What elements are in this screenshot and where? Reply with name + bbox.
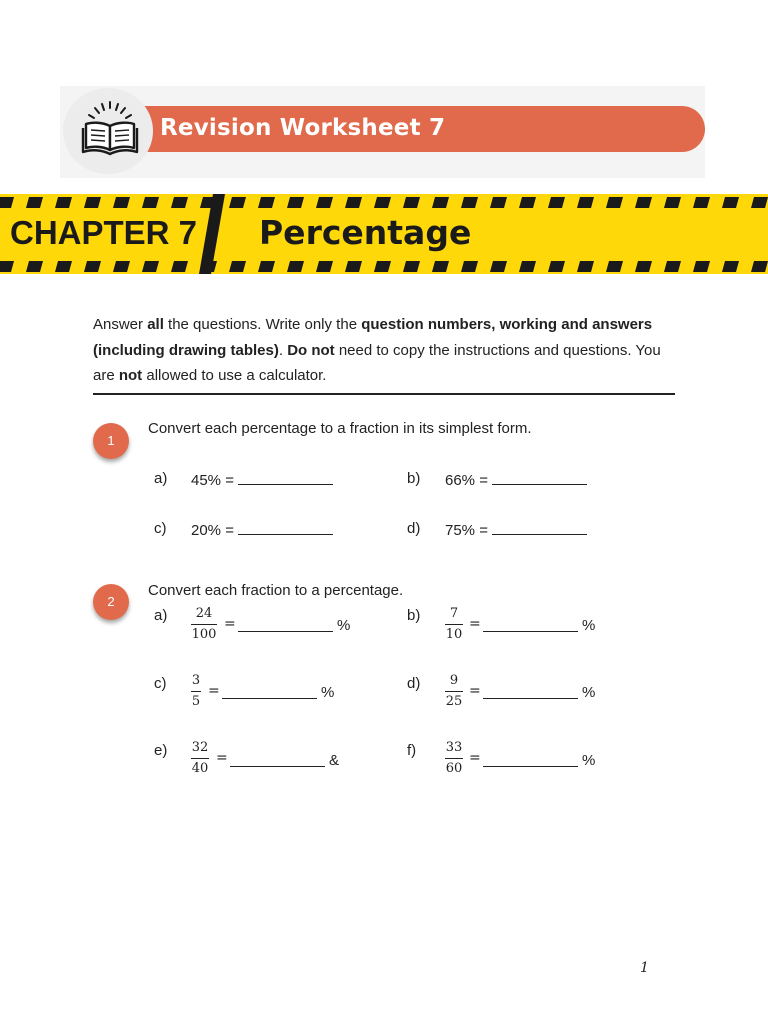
stripe-dash [403,261,420,272]
q2-part-d-label: d) [407,675,421,692]
stripe-dash [142,261,159,272]
q2-part-d-equals: = [469,683,481,699]
stripe-dash [55,261,72,272]
answer-blank[interactable] [238,631,333,632]
answer-blank[interactable] [230,766,325,767]
answer-blank[interactable] [238,470,333,485]
q1-part-c-label: c) [154,520,167,537]
stripe-dash [258,197,275,208]
q2-part-b-suffix: % [582,617,596,634]
stripe-dash [171,197,188,208]
stripe-dash [55,197,72,208]
q2-part-d-suffix: % [582,684,596,701]
stripe-dash [316,197,333,208]
q2-part-c-fraction: 3 5 [191,673,201,709]
stripe-dashes-top [0,194,768,210]
question-1-badge: 1 [93,423,129,459]
q2-part-d-fraction: 9 25 [445,673,463,709]
instructions-divider [93,393,675,395]
q2-part-a-fraction: 24 100 [191,606,217,642]
stripe-dash [26,261,43,272]
stripe-dash [403,197,420,208]
question-2-badge: 2 [93,584,129,620]
stripe-dash [0,261,14,272]
stripe-dash [606,197,623,208]
q2-part-b-label: b) [407,607,421,624]
q2-part-c-equals: = [208,683,220,699]
answer-blank[interactable] [222,698,317,699]
chapter-divider-slash [197,194,227,274]
q2-part-c-label: c) [154,675,167,692]
answer-blank[interactable] [492,470,587,485]
q2-part-f-suffix: % [582,752,596,769]
stripe-dash [171,261,188,272]
stripe-dash [519,197,536,208]
q2-part-e-suffix: & [329,752,340,769]
stripe-dash [316,261,333,272]
stripe-dash [374,261,391,272]
worksheet-title: Revision Worksheet 7 [160,115,446,141]
q1-part-d: 75% = [445,520,587,539]
q2-part-a-label: a) [154,607,168,624]
q2-part-e-equals: = [216,750,228,766]
stripe-dash [142,197,159,208]
answer-blank[interactable] [483,631,578,632]
stripe-dash [374,197,391,208]
q1-part-b: 66% = [445,470,587,489]
q2-part-e-label: e) [154,742,168,759]
stripe-dash [751,197,768,208]
q2-part-f-equals: = [469,750,481,766]
stripe-dash [577,261,594,272]
stripe-dash [519,261,536,272]
q2-part-c-suffix: % [321,684,335,701]
stripe-dash [287,261,304,272]
answer-blank[interactable] [483,766,578,767]
stripe-dash [432,261,449,272]
stripe-dash [229,197,246,208]
q2-part-a-equals: = [224,616,236,632]
q2-part-b-equals: = [469,616,481,632]
q1-part-b-label: b) [407,470,421,487]
stripe-dash [722,197,739,208]
stripe-dash [490,197,507,208]
stripe-dash [113,197,130,208]
stripe-dash [345,197,362,208]
stripe-dash [751,261,768,272]
stripe-dash [113,261,130,272]
stripe-dash [345,261,362,272]
q1-part-a: 45% = [191,470,333,489]
stripe-dash [664,197,681,208]
stripe-dash [84,197,101,208]
stripe-dash [693,261,710,272]
stripe-dash [229,261,246,272]
stripe-dash [664,261,681,272]
stripe-dash [432,197,449,208]
stripe-dash [635,197,652,208]
open-book-icon [78,96,142,160]
question-1-text: Convert each percentage to a fraction in its simplest form. [148,420,532,437]
q1-part-d-label: d) [407,520,421,537]
question-2-text: Convert each fraction to a percentage. [148,582,404,599]
stripe-dash [548,197,565,208]
stripe-dashes-bottom [0,258,768,274]
q2-part-e-fraction: 32 40 [191,740,209,776]
q1-part-a-label: a) [154,470,168,487]
q1-part-c: 20% = [191,520,333,539]
chapter-topic: Percentage [259,213,472,252]
stripe-dash [490,261,507,272]
q2-part-a-suffix: % [337,617,351,634]
stripe-dash [0,197,14,208]
stripe-dash [461,197,478,208]
chapter-label: CHAPTER 7 [10,214,198,251]
instructions-paragraph: Answer all the questions. Write only the question numbers, working and answers (including drawing tables). Do not need to copy the instructions and questions. You are not allowed to use a calculator. [93,316,661,384]
stripe-dash [461,261,478,272]
stripe-dash [84,261,101,272]
stripe-dash [693,197,710,208]
stripe-dash [26,197,43,208]
stripe-dash [258,261,275,272]
stripe-dash [606,261,623,272]
stripe-dash [548,261,565,272]
answer-blank[interactable] [483,698,578,699]
stripe-dash [577,197,594,208]
q2-part-f-fraction: 33 60 [445,740,463,776]
q2-part-f-label: f) [407,742,417,759]
stripe-dash [722,261,739,272]
stripe-dash [287,197,304,208]
answer-blank[interactable] [238,520,333,535]
stripe-dash [635,261,652,272]
page-number: 1 [640,960,649,976]
q2-part-b-fraction: 7 10 [445,606,463,642]
answer-blank[interactable] [492,520,587,535]
